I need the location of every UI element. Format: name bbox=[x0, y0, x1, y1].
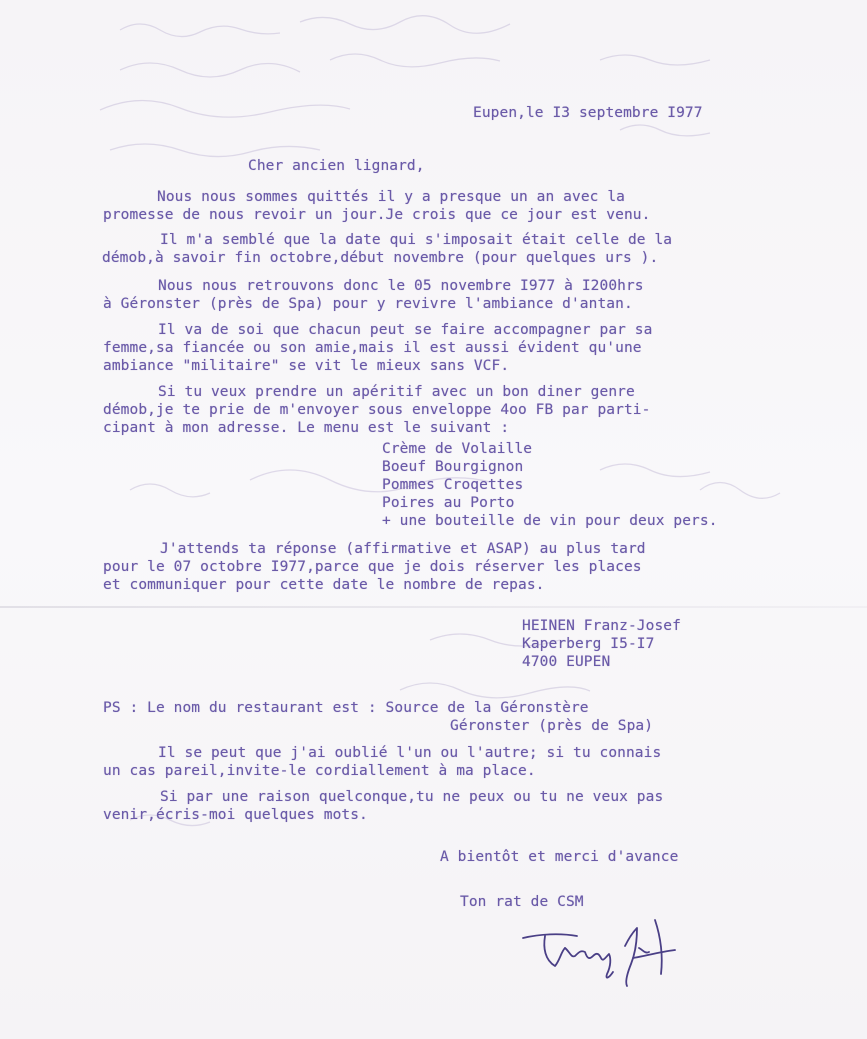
paragraph-3-line-2: à Géronster (près de Spa) pour y revivre l'ambiance d'antan. bbox=[103, 296, 633, 312]
closing-line: A bientôt et merci d'avance bbox=[440, 849, 679, 865]
paragraph-7-line-2: un cas pareil,invite-le cordiallement à ma place. bbox=[103, 763, 536, 779]
paragraph-5-line-1: Si tu veux prendre un apéritif avec un bon diner genre bbox=[158, 384, 635, 400]
paragraph-6-line-1: J'attends ta réponse (affirmative et ASAP) au plus tard bbox=[160, 541, 646, 557]
ps-location-line: Géronster (près de Spa) bbox=[450, 718, 654, 734]
paragraph-8-line-2: venir,écris-moi quelques mots. bbox=[103, 807, 368, 823]
paragraph-4-line-1: Il va de soi que chacun peut se faire accompagner par sa bbox=[158, 322, 653, 338]
sender-name: HEINEN Franz-Josef bbox=[522, 618, 681, 634]
menu-item-4: Poires au Porto bbox=[382, 495, 515, 511]
paragraph-2-line-1: Il m'a semblé que la date qui s'imposait était celle de la bbox=[160, 232, 673, 248]
menu-item-5: + une bouteille de vin pour deux pers. bbox=[382, 513, 718, 529]
paragraph-2-line-2: démob,à savoir fin octobre,début novembre (pour quelques urs ). bbox=[102, 250, 659, 266]
paragraph-4-line-2: femme,sa fiancée ou son amie,mais il est aussi évident qu'une bbox=[103, 340, 642, 356]
menu-item-2: Boeuf Bourgignon bbox=[382, 459, 524, 475]
paragraph-1-line-2: promesse de nous revoir un jour.Je crois que ce jour est venu. bbox=[103, 207, 651, 223]
place-date: Eupen,le I3 septembre I977 bbox=[473, 105, 703, 121]
paragraph-5-line-2: démob,je te prie de m'envoyer sous enveloppe 4oo FB par parti- bbox=[103, 402, 651, 418]
paper-fold-crease bbox=[0, 606, 867, 608]
paragraph-3-line-1: Nous nous retrouvons donc le 05 novembre I977 à I200hrs bbox=[158, 278, 644, 294]
paragraph-6-line-3: et communiquer pour cette date le nombre de repas. bbox=[103, 577, 545, 593]
paragraph-7-line-1: Il se peut que j'ai oublié l'un ou l'autre; si tu connais bbox=[158, 745, 662, 761]
salutation: Cher ancien lignard, bbox=[248, 158, 425, 174]
paragraph-1-line-1: Nous nous sommes quittés il y a presque un an avec la bbox=[157, 189, 625, 205]
paragraph-8-line-1: Si par une raison quelconque,tu ne peux ou tu ne veux pas bbox=[160, 789, 664, 805]
paragraph-6-line-2: pour le 07 octobre I977,parce que je dois réserver les places bbox=[103, 559, 642, 575]
handwritten-signature bbox=[515, 908, 685, 988]
ps-restaurant-line: PS : Le nom du restaurant est : Source de la Géronstère bbox=[103, 700, 589, 716]
sender-city: 4700 EUPEN bbox=[522, 654, 611, 670]
menu-item-1: Crème de Volaille bbox=[382, 441, 533, 457]
sender-street: Kaperberg I5-I7 bbox=[522, 636, 655, 652]
paragraph-4-line-3: ambiance "militaire" se vit le mieux sans VCF. bbox=[103, 358, 510, 374]
paragraph-5-line-3: cipant à mon adresse. Le menu est le suivant : bbox=[103, 420, 510, 436]
menu-item-3: Pommes Croqettes bbox=[382, 477, 524, 493]
signoff-line: Ton rat de CSM bbox=[460, 894, 584, 910]
